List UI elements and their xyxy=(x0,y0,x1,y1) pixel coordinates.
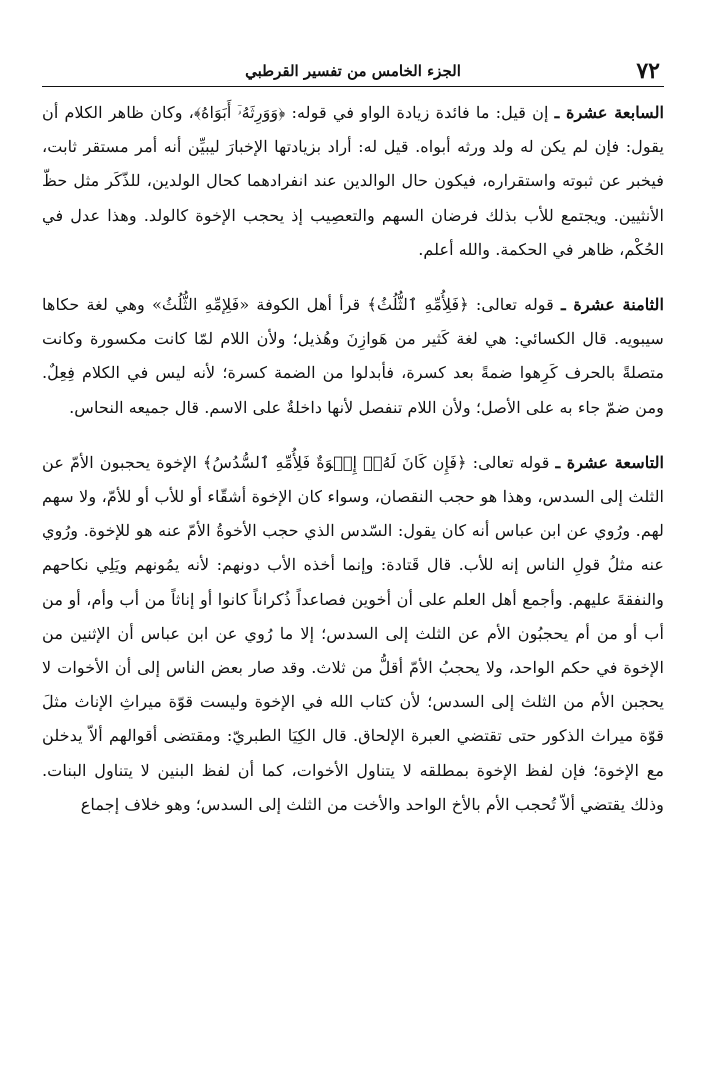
paragraph-19 xyxy=(42,446,664,822)
page-header xyxy=(42,56,664,87)
paragraph-text: إن قيل: ما فائدة زيادة الواو في قوله: ﴿وَوَرِثَهُۥٓ أَبَوَاهُ﴾، وكان ظاهر الكلام أن يقول: فإن لم يكن له ولد ورثه أبواه. قيل له: أراد بزيادتها الإخبارَ ليبيِّن أنه أمر مستقر ثابت، فيخبر عن ثبوته واستقراره، فيكون حال الوالدين عند انفرادهما كحال الولدين، للذّكَر مثل حظّ الأنثيين. ويجتمع للأب بذلك فرضان السهم والتعصِيب إذ يحجب الإخوة كالولد. وهذا عدل في الحُكْم، ظاهر في الحكمة. والله أعلم. xyxy=(42,103,664,259)
running-title: الجزء الخامس من تفسير القرطبي xyxy=(245,62,461,80)
paragraph-17 xyxy=(42,96,664,267)
page-body xyxy=(42,96,664,822)
paragraph-label: السابعة عشرة ـ xyxy=(554,103,664,122)
paragraph-text: قوله تعالى: ﴿فَإِن كَانَ لَهُۥٓ إِخۡوَةٌ فَلِأُمِّهِ ٱلسُّدُسُ﴾ الإخوة يحجبون الأمّ عن الثلث إلى السدس، وهذا هو حجب النقصان، وسواء كان الإخوة أشقّاء أو للأب أو للأمّ، ولا سهم لهم. ورُوي عن ابن عباس أنه كان يقول: السّدس الذي حجب الأخوةُ الأمّ عنه هو للإخوة. ورُوي عنه مثلُ قولِ الناس إنه للأب. قال قَتادة: وإنما أخذه الأب دونهم: لأنه يمُونهم ويَلِي نكاحهم والنفقةَ عليهم. وأجمع أهل العلم على أن أخوين فصاعداً ذُكراناً كانوا أو إناثاً من أب وأم، أو من أب أو من أم يحجبُون الأم عن الثلث إلى السدس؛ إلا ما رُوي عن ابن عباس أن الإثنين من الإخوة في حكم الواحد، ولا يحجبُ الأمّ أقلُّ من ثلاث. وقد صار بعض الناس إلى أن الأخوات لا يحجبن الأم من الثلث إلى السدس؛ لأن كتاب الله في الإخوة وليست قوّة ميراثِ الإناث مثلَ قوّة ميراث الذكور حتى تقتضي العبرة الإلحاق. قال الكِيَا الطبريّ: ومقتضى أقوالهم ألاّ يدخلن مع الإخوة؛ فإن لفظ الإخوة بمطلقه لا يتناول الأخوات، كما أن لفظ البنين لا يتناول البنات. وذلك يقتضي ألاّ تُحجب الأم بالأخ الواحد والأخت من الثلث إلى السدس؛ وهو خلاف إجماع xyxy=(42,452,664,814)
paragraph-label: التاسعة عشرة ـ xyxy=(555,452,665,472)
page-number: ٧٢ xyxy=(636,58,660,84)
paragraph-18 xyxy=(42,288,664,425)
paragraph-text: قوله تعالى: ﴿فَلِأُمِّهِ ٱلثُّلُثُ﴾ قرأ أهل الكوفة «فَلِإمِّهِ الثُّلُثُ» وهي لغة حكاها سيبويه. قال الكسائي: هي لغة كَثير من هَوازِنَ وهُذيل؛ ولأن اللام لمّا كانت مكسورة وكانت متصلةً بالحرف كَرِهوا ضمةً بعد كسرة، فأبدلوا من الضمة كسرة؛ لأنه ليس في الكلام فِعِلٌ. ومن ضمّ جاء به على الأصل؛ ولأن اللام تنفصل لأنها داخلةٌ على الاسم. قال جميعه النحاس. xyxy=(42,295,664,417)
paragraph-label: الثامنة عشرة ـ xyxy=(561,295,664,315)
